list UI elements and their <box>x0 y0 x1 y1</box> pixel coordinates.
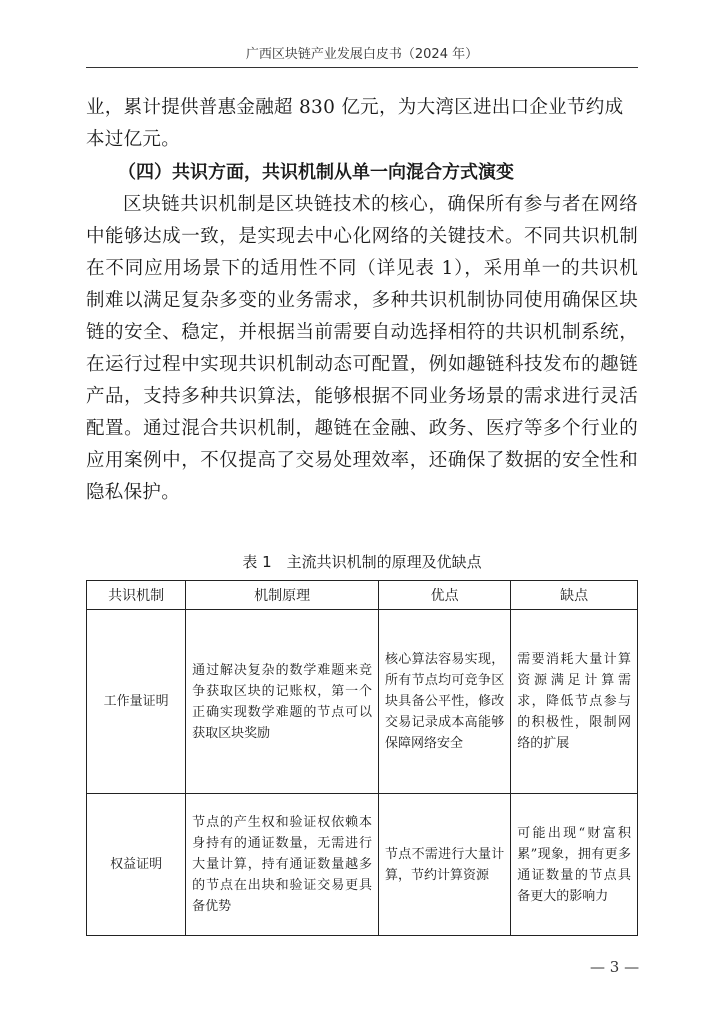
mechanism-principle: 通过解决复杂的数学难题来竞争获取区块的记账权，第一个正确实现数学难题的节点可以获取区块奖励 <box>186 610 379 794</box>
header-advantages: 优点 <box>379 581 511 610</box>
page-number: — 3 — <box>590 958 640 976</box>
continuation-paragraph: 业，累计提供普惠金融超 830 亿元，为大湾区进出口企业节约成本过亿元。 <box>86 97 624 150</box>
mechanism-principle: 节点的产生权和验证权依赖本身持有的通证数量，无需进行大量计算，持有通证数量越多的节点在出块和验证交易更具备优势 <box>186 794 379 936</box>
consensus-table <box>86 580 638 936</box>
section-heading: （四）共识方面，共识机制从单一向混合方式演变 <box>118 162 514 183</box>
table-row <box>87 794 638 936</box>
mechanism-advantages: 核心算法容易实现，所有节点均可竞争区块具备公平性，修改交易记录成本高能够保障网络安全 <box>379 610 511 794</box>
header-principle: 机制原理 <box>186 581 379 610</box>
header-disadvantages: 缺点 <box>511 581 638 610</box>
table-header-row <box>87 581 638 610</box>
mechanism-name: 权益证明 <box>87 794 186 936</box>
mechanism-disadvantages: 可能出现“财富积累”现象，拥有更多通证数量的节点具备更大的影响力 <box>511 794 638 936</box>
mechanism-advantages: 节点不需进行大量计算，节约计算资源 <box>379 794 511 936</box>
header-mechanism: 共识机制 <box>87 581 186 610</box>
header-rule <box>86 67 638 68</box>
running-header: 广西区块链产业发展白皮书（2024 年） <box>245 47 479 62</box>
table-caption: 表 1 主流共识机制的原理及优缺点 <box>242 553 482 571</box>
mechanism-disadvantages: 需要消耗大量计算资源满足计算需求，降低节点参与的积极性，限制网络的扩展 <box>511 610 638 794</box>
table-row <box>87 610 638 794</box>
consensus-paragraph: 区块链共识机制是区块链技术的核心，确保所有参与者在网络中能够达成一致，是实现去中心化网络的关键技术。不同共识机制在不同应用场景下的适用性不同（详见表 1），采用单一的共识机制难以满足复杂多变的业务需求，多种共识机制协同使用确保区块链的安全、稳定，并根据当前需要自动选择相符的共识机制系统，在运行过程中实现共识机制动态可配置，例如趣链科技发布的趣链产品，支持多种共识算法，能够根据不同业务场景的需求进行灵活配置。通过混合共识机制，趣链在金融、政务、医疗等多个行业的应用案例中，不仅提高了交易处理效率，还确保了数据的安全性和隐私保护。 <box>86 194 638 503</box>
mechanism-name: 工作量证明 <box>87 610 186 794</box>
